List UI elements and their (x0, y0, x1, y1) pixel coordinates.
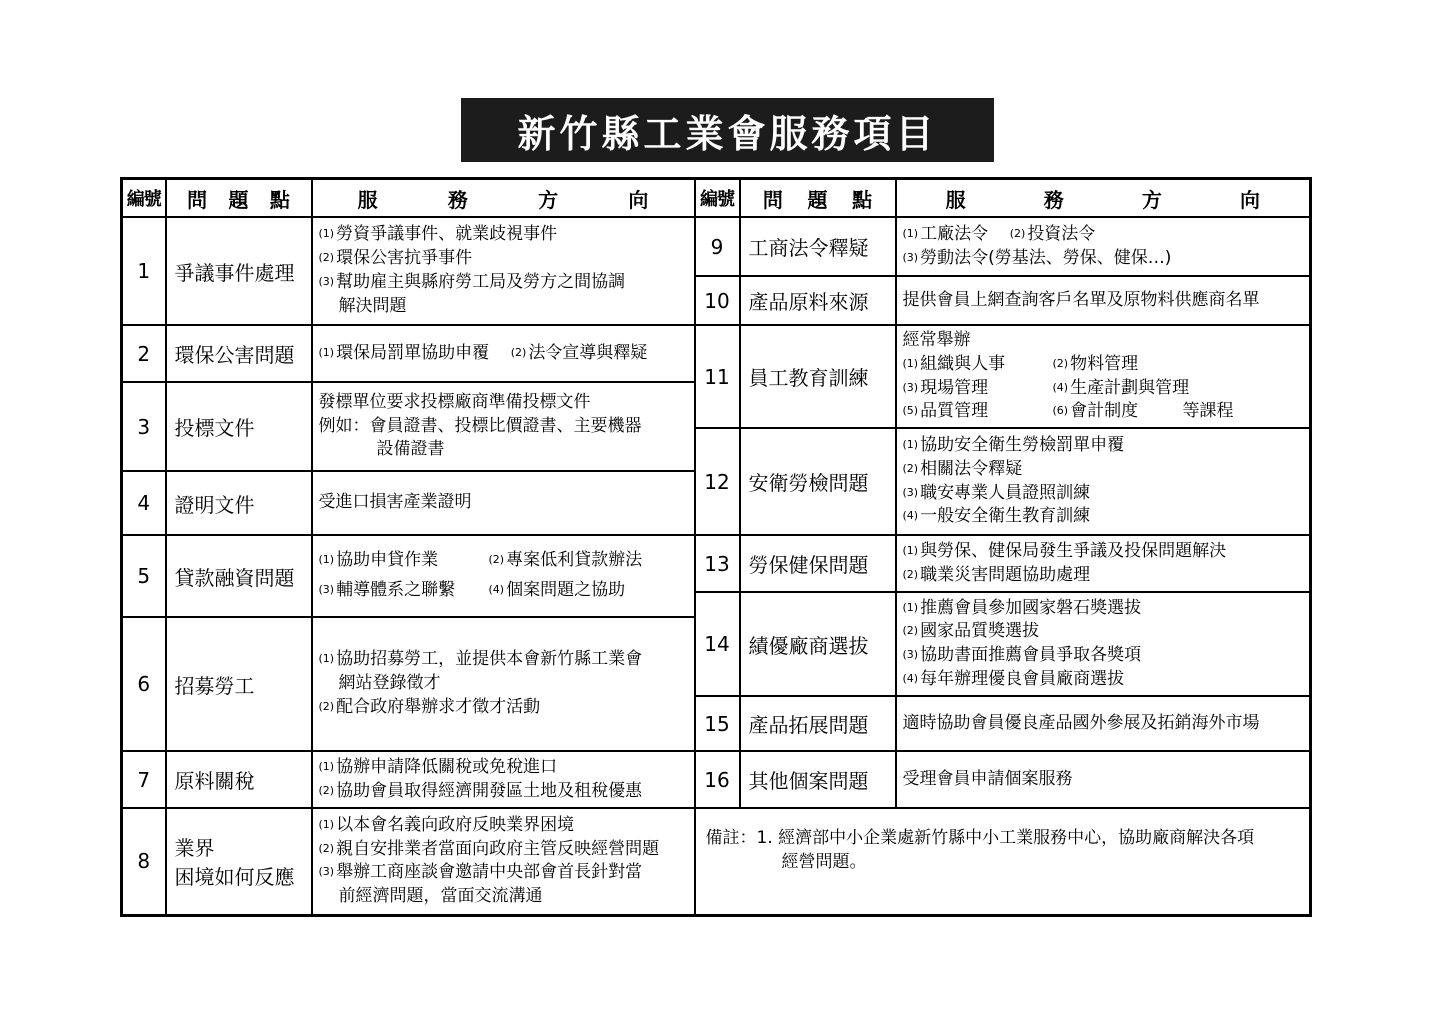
row-num: 16 (695, 751, 740, 808)
row-topic: 貸款融資問題 (166, 535, 312, 617)
row-num: 5 (122, 535, 166, 617)
row-topic: 產品拓展問題 (740, 696, 896, 751)
table-row (122, 535, 1311, 592)
row-topic: 產品原料來源 (740, 276, 896, 325)
row-desc: (1) 環保局罰單協助申覆 (2) 法令宣導與釋疑 (312, 325, 695, 382)
row-num: 6 (122, 617, 166, 751)
row-topic: 證明文件 (166, 471, 312, 535)
row-desc: (1) 協助招募勞工，並提供本會新竹縣工業會 網站登錄徵才 (2) 配合政府舉辦求才徵才活動 (312, 617, 695, 751)
table-row (122, 808, 1311, 915)
row-num: 15 (695, 696, 740, 751)
table-header-row (122, 179, 1311, 218)
remark-note: 備註：1. 經濟部中小企業處新竹縣中小工業服務中心，協助廠商解決各項 經營問題。 (695, 808, 1311, 915)
table-row (122, 751, 1311, 808)
row-desc: 受理會員申請個案服務 (896, 751, 1311, 808)
row-desc: (1) 以本會名義向政府反映業界困境 (2) 親自安排業者當面向政府主管反映經營問題 (3) 舉辦工商座談會邀請中央部會首長針對當 前經濟問題，當面交流溝通 (312, 808, 695, 915)
row-desc: 提供會員上網查詢客戶名單及原物料供應商名單 (896, 276, 1311, 325)
row-topic: 業界 困境如何反應 (166, 808, 312, 915)
page-title: 新竹縣工業會服務項目 (461, 98, 994, 162)
row-num: 10 (695, 276, 740, 325)
table-row (122, 217, 1311, 276)
row-desc: (1) 勞資爭議事件、就業歧視事件 (2) 環保公害抗爭事件 (3) 幫助雇主與縣府勞工局及勞方之間協調 解決問題 (312, 217, 695, 325)
row-num: 12 (695, 428, 740, 535)
row-desc: 受進口損害產業證明 (312, 471, 695, 535)
row-num: 9 (695, 217, 740, 276)
row-desc: 發標單位要求投標廠商準備投標文件 例如：會員證書、投標比價證書、主要機器 設備證書 (312, 382, 695, 471)
row-num: 3 (122, 382, 166, 471)
header-direction-right: 服 務 方 向 (896, 179, 1311, 218)
row-topic: 環保公害問題 (166, 325, 312, 382)
row-topic: 安衛勞檢問題 (740, 428, 896, 535)
row-desc: (1) 與勞保、健保局發生爭議及投保問題解決 (2) 職業災害問題協助處理 (896, 535, 1311, 592)
row-num: 11 (695, 325, 740, 428)
row-num: 1 (122, 217, 166, 325)
row-num: 4 (122, 471, 166, 535)
row-num: 2 (122, 325, 166, 382)
header-num: 編號 (122, 179, 166, 218)
row-topic: 員工教育訓練 (740, 325, 896, 428)
row-desc: (1) 協助安全衛生勞檢罰單申覆 (2) 相關法令釋疑 (3) 職安專業人員證照訓練 (4) 一般安全衛生教育訓練 (896, 428, 1311, 535)
row-num: 8 (122, 808, 166, 915)
row-num: 14 (695, 592, 740, 696)
row-topic: 勞保健保問題 (740, 535, 896, 592)
row-num: 13 (695, 535, 740, 592)
row-desc: 經常舉辦 (1) 組織與人事 (2) 物料管理 (3) 現場管理 (4) 生產計劃與管理 (5) 品質管理 (6) 會計制度 等課程 (896, 325, 1311, 428)
row-topic: 招募勞工 (166, 617, 312, 751)
header-topic-right: 問 題 點 (740, 179, 896, 218)
row-desc: 適時協助會員優良產品國外參展及拓銷海外市場 (896, 696, 1311, 751)
row-topic: 工商法令釋疑 (740, 217, 896, 276)
service-table (120, 177, 1312, 917)
header-direction: 服 務 方 向 (312, 179, 695, 218)
row-desc: (1) 推薦會員參加國家磐石獎選拔 (2) 國家品質獎選拔 (3) 協助書面推薦會員爭取各獎項 (4) 每年辦理優良會員廠商選拔 (896, 592, 1311, 696)
row-topic: 績優廠商選拔 (740, 592, 896, 696)
table-row (122, 325, 1311, 382)
row-num: 7 (122, 751, 166, 808)
row-desc: (1) 協辦申請降低關稅或免稅進口 (2) 協助會員取得經濟開發區土地及租稅優惠 (312, 751, 695, 808)
header-topic: 問 題 點 (166, 179, 312, 218)
header-num-right: 編號 (695, 179, 740, 218)
row-topic: 其他個案問題 (740, 751, 896, 808)
row-topic: 原料關稅 (166, 751, 312, 808)
row-topic: 投標文件 (166, 382, 312, 471)
row-desc: (1) 工廠法令 (2) 投資法令 (3) 勞動法令(勞基法、勞保、健保…) (896, 217, 1311, 276)
row-topic: 爭議事件處理 (166, 217, 312, 325)
row-desc: (1) 協助申貸作業 (2) 專案低利貸款辦法 (3) 輔導體系之聯繫 (4) 個案問題之協助 (312, 535, 695, 617)
